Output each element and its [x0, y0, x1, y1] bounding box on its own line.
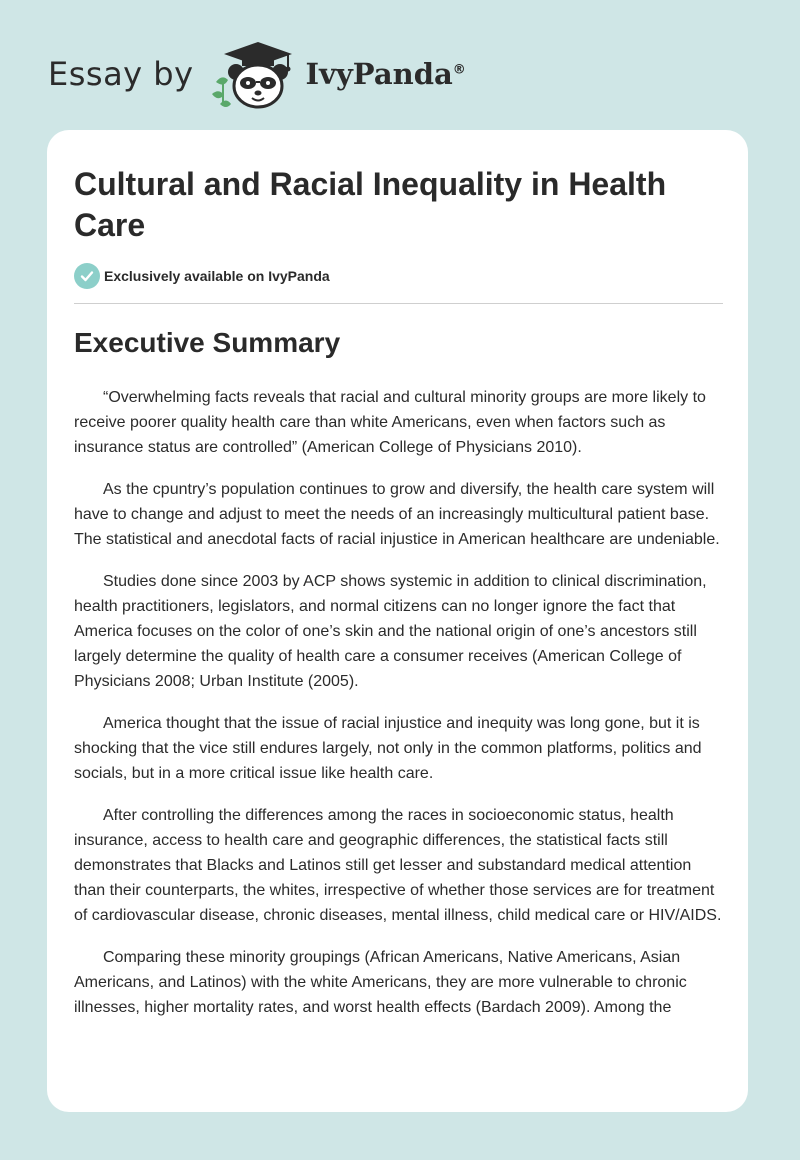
- paragraph: Studies done since 2003 by ACP shows systemic in addition to clinical discrimination, health practitioners, legislators, and normal citizens can no longer ignore the fact that America focuses on the color of one’s skin and the national origin of one’s ancestors still largely determine the quality of health care a consumer receives (American College of Physicians 2008; Urban Institute (2005).: [74, 573, 707, 690]
- paragraph: “Overwhelming facts reveals that racial and cultural minority groups are more likely to receive poorer quality health care than white Americans, even when factors such as insurance status are controlled” (American College of Physicians 2010).: [74, 389, 706, 456]
- brand-name: IvyPanda®: [305, 57, 466, 91]
- paragraph: After controlling the differences among the races in socioeconomic status, health insurance, access to health care and geographic differences, the statistical facts still demonstrates that Blacks and Latinos still get lesser and substandard medical attention than their counterparts, the whites, irrespective of whether those services are for treatment of cardiovascular disease, chronic diseases, mental illness, child medical care or HIV/AIDS.: [74, 807, 722, 924]
- check-icon: [74, 263, 100, 289]
- site-header: [0, 0, 800, 130]
- paragraph: America thought that the issue of racial injustice and inequity was long gone, but it is shocking that the vice still endures largely, not only in the common platforms, politics and socials, but in a more critical issue like health care.: [74, 715, 702, 782]
- divider: [74, 303, 723, 304]
- exclusive-label: Exclusively available on IvyPanda: [104, 268, 330, 284]
- brand-logo-link[interactable]: [48, 38, 466, 110]
- essay-body: [74, 385, 723, 1037]
- essay-card: [47, 130, 748, 1112]
- essay-title: Cultural and Racial Inequality in Health Care: [74, 166, 667, 243]
- exclusive-badge: [74, 263, 330, 289]
- panda-logo-icon: [208, 38, 300, 110]
- paragraph: Comparing these minority groupings (African Americans, Native Americans, Asian Americans, and Latinos) with the white Americans, they are more vulnerable to chronic illnesses, higher mortality rates, and worst health effects (Bardach 2009). Among the: [74, 949, 687, 1016]
- registered-mark: ®: [452, 62, 466, 78]
- section-heading: Executive Summary: [74, 327, 341, 358]
- paragraph: As the cpuntry’s population continues to grow and diversify, the health care system will have to change and adjust to meet the needs of an increasingly multicultural patient base. The statistical and anecdotal facts of racial injustice in American healthcare are undeniable.: [74, 481, 720, 548]
- essay-by-label: Essay by: [48, 55, 194, 93]
